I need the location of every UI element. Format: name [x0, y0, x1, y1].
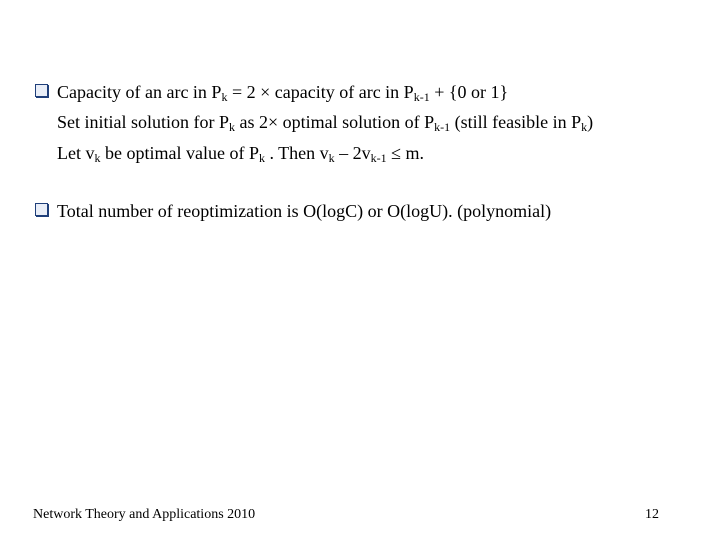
line-text: ) — [587, 112, 594, 132]
line-text: ≤ m. — [386, 143, 425, 163]
bullet-square-icon — [35, 203, 48, 216]
line-text: Set initial solution for P — [57, 112, 230, 132]
bullet-square-icon — [35, 84, 48, 97]
line-text: . Then v — [264, 143, 329, 163]
footer-course-title: Network Theory and Applications 2010 — [33, 507, 256, 522]
bullet-2-line-1 — [57, 200, 551, 222]
line-text: Capacity of an arc in P — [57, 82, 222, 102]
subscript-text: k — [328, 151, 335, 165]
subscript-text: k — [258, 151, 265, 165]
line-text: (still feasible in P — [450, 112, 582, 132]
line-text: = 2 × capacity of arc in P — [227, 82, 414, 102]
line-text: + {0 or 1} — [429, 82, 509, 102]
subscript-text: k — [94, 151, 101, 165]
subscript-text: k-1 — [434, 120, 451, 134]
subscript-text: k — [581, 120, 588, 134]
line-text: as 2× optimal solution of P — [235, 112, 435, 132]
bullet-1-line-1 — [57, 81, 508, 103]
line-text: be optimal value of P — [100, 143, 259, 163]
subscript-text: k-1 — [370, 151, 387, 165]
subscript-text: k — [229, 120, 236, 134]
bullet-1-line-2 — [57, 111, 593, 133]
line-text: Total number of reoptimization is O(logC) or O(logU). (polynomial) — [57, 201, 552, 221]
line-text: – 2v — [334, 143, 371, 163]
line-text: Let v — [57, 143, 95, 163]
bullet-1-line-3 — [57, 142, 424, 164]
subscript-text: k-1 — [413, 90, 430, 104]
subscript-text: k — [221, 90, 228, 104]
page-number: 12 — [645, 507, 659, 522]
